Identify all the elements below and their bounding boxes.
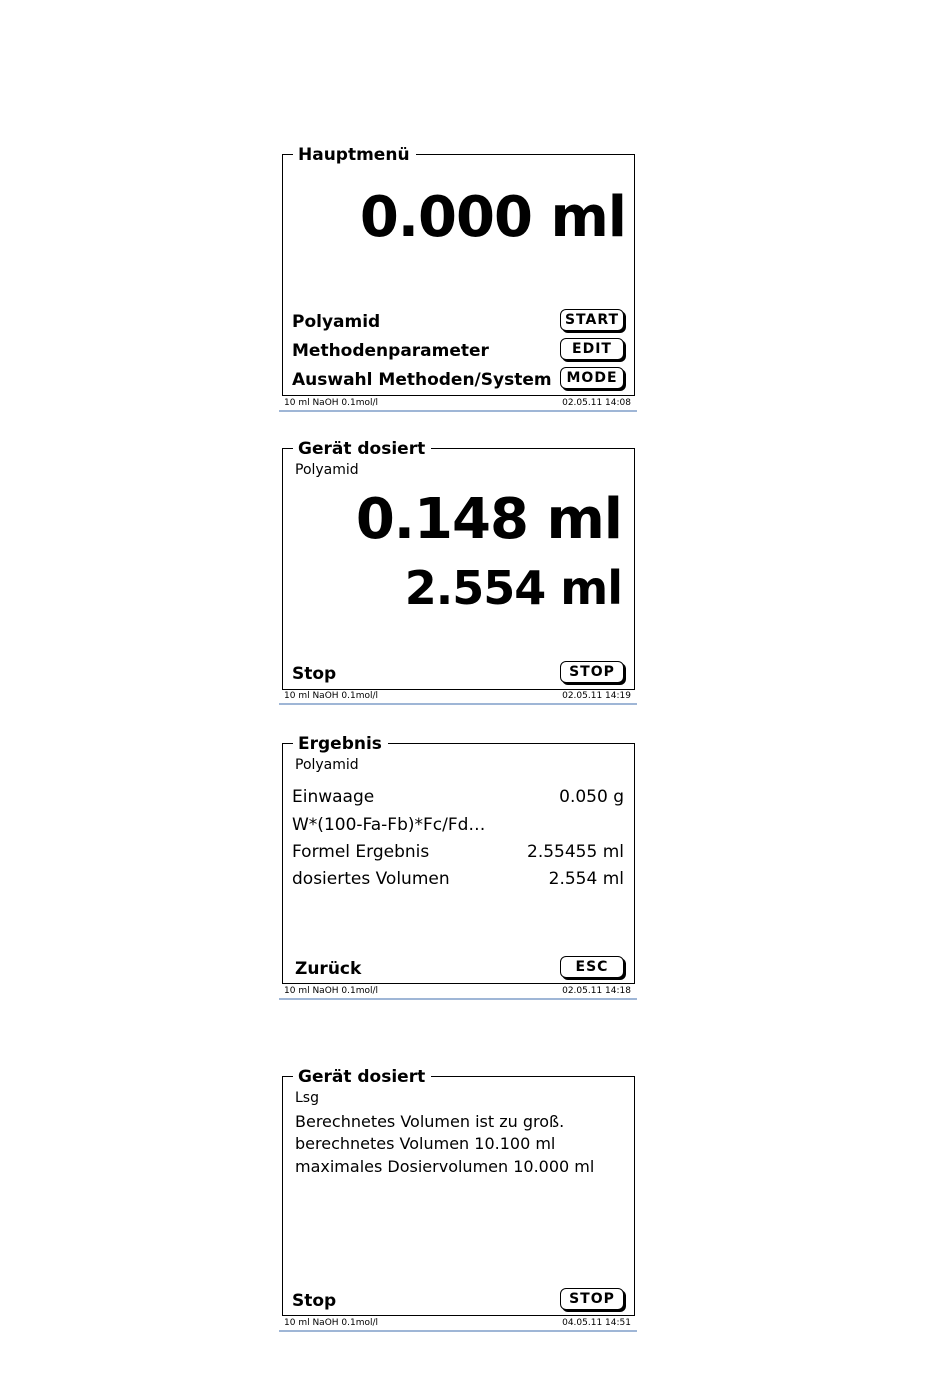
edit-button[interactable]: EDIT [560, 338, 624, 360]
screen-title: Ergebnis [293, 734, 388, 754]
method-row [292, 309, 624, 335]
stop-button[interactable]: STOP [560, 1288, 624, 1310]
screen-title: Hauptmenü [293, 145, 416, 165]
error-message-line: maximales Dosiervolumen 10.000 ml [295, 1157, 595, 1176]
status-bar [279, 690, 637, 705]
timestamp: 04.05.11 14:51 [562, 1318, 631, 1328]
result-value: 0.050 g [559, 787, 624, 807]
result-row [292, 842, 624, 866]
reagent-info: 10 ml NaOH 0.1mol/l [284, 1318, 379, 1328]
result-name: Einwaage [292, 787, 375, 807]
result-value: 2.55455 ml [527, 842, 624, 862]
back-row [292, 956, 624, 982]
method-name: Polyamid [295, 462, 359, 478]
display-frame [282, 734, 635, 984]
method-name: Polyamid [295, 757, 359, 773]
display-frame [282, 439, 635, 690]
esc-button[interactable]: ESC [560, 956, 624, 978]
screen-title: Gerät dosiert [293, 1067, 431, 1087]
mode-button[interactable]: MODE [560, 367, 624, 389]
method-parameters-label: Methodenparameter [292, 341, 489, 361]
result-value: 2.554 ml [548, 869, 624, 889]
result-row [292, 869, 624, 893]
result-row [292, 787, 624, 811]
result-row [292, 815, 624, 839]
dosed-volume-display: 0.000 ml [359, 185, 626, 250]
result-name: Formel Ergebnis [292, 842, 430, 862]
method-label: Polyamid [292, 312, 381, 332]
solution-name: Lsg [295, 1090, 319, 1106]
back-label: Zurück [295, 959, 362, 979]
method-selection-row [292, 367, 624, 393]
error-message-line: berechnetes Volumen 10.100 ml [295, 1134, 556, 1153]
result-name: dosiertes Volumen [292, 869, 450, 889]
stop-row [292, 1288, 624, 1314]
reagent-info: 10 ml NaOH 0.1mol/l [284, 986, 379, 996]
timestamp: 02.05.11 14:19 [562, 691, 631, 701]
reagent-info: 10 ml NaOH 0.1mol/l [284, 691, 379, 701]
reagent-info: 10 ml NaOH 0.1mol/l [284, 398, 379, 408]
method-parameters-row [292, 338, 624, 364]
stop-button[interactable]: STOP [560, 661, 624, 683]
status-bar [279, 397, 637, 412]
dosed-volume-display: 0.148 ml [355, 487, 622, 552]
secondary-volume-display: 2.554 ml [404, 561, 622, 615]
timestamp: 02.05.11 14:08 [562, 398, 631, 408]
method-selection-label: Auswahl Methoden/System [292, 370, 552, 390]
display-frame [282, 1067, 635, 1316]
stop-row [292, 661, 624, 687]
stop-label: Stop [292, 1291, 337, 1311]
error-message-line: Berechnetes Volumen ist zu groß. [295, 1112, 565, 1131]
start-button[interactable]: START [560, 309, 624, 331]
display-frame [282, 145, 635, 396]
screen-title: Gerät dosiert [293, 439, 431, 459]
status-bar [279, 1317, 637, 1332]
timestamp: 02.05.11 14:18 [562, 986, 631, 996]
status-bar [279, 985, 637, 1000]
result-name: W*(100-Fa-Fb)*Fc/Fd… [292, 815, 486, 835]
stop-label: Stop [292, 664, 337, 684]
